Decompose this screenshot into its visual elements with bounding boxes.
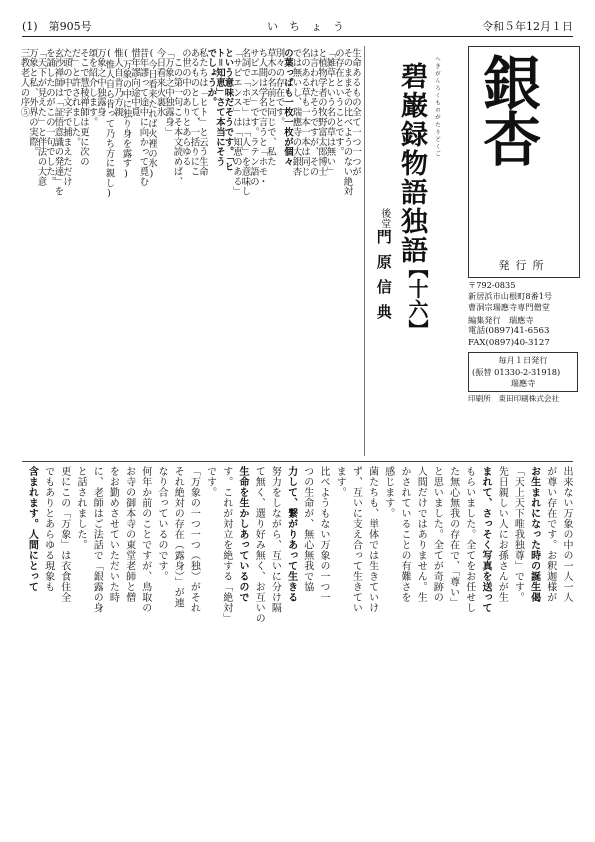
text-column: では無いし、瑞應寺の大銀杏 (290, 48, 302, 177)
publisher-info (468, 280, 578, 404)
text-column: 昔年謬って途中に向かって覓む (137, 48, 149, 187)
text-column: た頭の中で文字で捕まえただけ (61, 48, 72, 187)
section-rule (22, 461, 573, 462)
text-column: を誦したのがこの一句でした。 (44, 48, 55, 187)
author-name: 門原信典 (374, 229, 393, 329)
text-column: 惟人自肯乃方親 (112, 48, 123, 118)
text-column: の世の中のありとあらゆる (180, 48, 191, 167)
editor: 編集発行 瑞應寺 (468, 315, 534, 326)
text-column: ト＝知恵」さて本当にそう (214, 48, 225, 167)
text-column: 「万象の一つ一つ（独）がそれ (188, 466, 200, 613)
publication-box (468, 352, 578, 391)
text-column: 力して、繋がりあって生きる (285, 466, 297, 603)
fax: FAX(0897)40-3127 (468, 337, 550, 348)
text-column: 三教老人の序⑤ (18, 48, 30, 118)
text-column: の存在ということです。 (333, 48, 344, 157)
lower-text-block (22, 466, 573, 834)
text-column: と思いました。全てが奇跡の (431, 466, 443, 603)
text-column: という意味だそうです。「ヒ (222, 48, 234, 172)
text-column: 私たちは「ヒト」と云う生命 (197, 48, 208, 177)
page-header (22, 10, 573, 36)
text-column: ち人間は学名で言うと「ホモ・ (256, 48, 268, 187)
text-column: だ」と許されました。 (69, 48, 81, 147)
monthly-note: 毎月１日発行 (498, 355, 548, 366)
text-column: でしょうか。 (205, 48, 217, 108)
text-column: と話されました。 (74, 466, 86, 550)
text-column: 「天下が見えた」と伴法の大意 (35, 48, 47, 187)
text-column: かされていることの有難さを (398, 466, 410, 603)
text-column: 「サピエンス」は「知恵のある」 (231, 48, 242, 197)
text-column: 更にこの「万象」は衣食住全 (58, 466, 70, 603)
text-column: が尊い存在です。お釈迦様が (544, 466, 556, 603)
text-column: です。 (204, 466, 216, 498)
text-column: 惜年謬向途中覓 (129, 48, 140, 118)
text-column: をお勤めさせていただいた時 (107, 466, 119, 603)
text-column: そこで慧稜禅師は更に次の (78, 48, 89, 167)
text-column: (惟人自ら肯って乃ち方に親し) (103, 48, 115, 200)
text-column: 比べようもない万象の一つ一 (317, 466, 329, 603)
text-column: に、老師はご法話で「銀露の身 (91, 466, 103, 613)
text-column: の葉っぱも一枚一枚が個々 (282, 48, 293, 167)
address-line-1: 新居浜市山根町8番1号 (468, 291, 553, 302)
text-column: 「天上天下唯我独尊」です。 (512, 466, 524, 603)
text-column: 万象と私、外界の実際。 (27, 48, 38, 157)
header-rule (22, 36, 573, 37)
telephone: 電話(0897)41-6563 (468, 326, 550, 337)
author-block (372, 208, 396, 329)
postal-code: 〒792-0835 (468, 280, 516, 290)
text-column: サピエンス」です。ラテン語の (248, 48, 259, 187)
text-column: 感じます。 (382, 466, 394, 519)
paper-name: い ち ょ う (267, 20, 344, 33)
text-column: 「雑草という名の草は無い」 (324, 48, 336, 177)
text-column: お寺の御本寺の東堂老師と僧 (123, 466, 135, 603)
text-column: 先日親しい人にお孫さんが生 (496, 466, 508, 603)
text-column: (万象の中に独り身を露す) (120, 48, 132, 180)
text-column: でもありとあらゆる現象も (42, 466, 54, 592)
text-column: (今日看来たれば火裡の氷) (146, 48, 157, 180)
text-column: 頌を紹介します。 (86, 48, 98, 128)
text-column: なり合っているのです。 (155, 466, 167, 582)
article-number: 【十六】 (405, 258, 429, 340)
text-column: は言われたそうですが、その (307, 48, 319, 177)
text-column: 草木の名前と同じで、私た (265, 48, 276, 167)
text-column: 今日看来火裏氷 (154, 48, 166, 118)
text-column: まれて、さっそく写真を送って (479, 466, 491, 613)
issue-date: 令和５年12月１日 (482, 20, 573, 33)
text-column: 努力をしながら、互いに分け隔 (269, 466, 281, 613)
text-column: 菌たちも、単体では生きていけ (366, 466, 378, 613)
text-column: つの生命が、無心無我で協 (301, 466, 313, 592)
text-column: この第一句こそ本文読めば、 (171, 48, 183, 187)
masthead (468, 46, 580, 278)
author-label: 後堂 (378, 208, 390, 229)
text-column: 何年か前のことですが、鳥取の (139, 466, 151, 613)
text-column: 名詞で「ホモ」は「人」を意味し (239, 48, 251, 197)
text-column: ます。 (334, 466, 346, 498)
address-line-2: 曹洞宗瑞應寺専門僧堂 (468, 302, 550, 313)
text-column: 人間だけではありません。生 (415, 466, 427, 603)
text-column: と植物学者の牧野富太郎博士 (316, 48, 327, 177)
upper-text-block (18, 48, 362, 456)
text-column: 含まれます。人間にとって (26, 466, 38, 592)
text-column: そのままその比べようのない絶対 (341, 48, 353, 197)
text-column: 「万象之中独露身」 (163, 48, 174, 138)
article-title: 碧巌録物語独語 (396, 62, 427, 265)
issue-number: (1) 第905号 (22, 20, 92, 33)
text-column: 玄沙禅師は「証悟意識の発達」を (52, 48, 64, 197)
text-column: 出来ない万象の中の一人一人 (560, 466, 572, 603)
masthead-logo: 銀杏 (473, 53, 542, 165)
text-column: お生まれになった時の誕生偈 (528, 466, 540, 603)
publisher-label: 発行所 (498, 259, 550, 272)
text-column: す。これが対立を絶する「絶対」 (220, 466, 232, 624)
text-column: もらいました。全てをお任せし (463, 466, 475, 613)
text-column: 生命あるもの全て一つ一つが (350, 48, 361, 177)
text-column: ず、互いに支え合って生きてい (350, 466, 362, 613)
text-column: 生命を生かしあっているので (236, 466, 248, 603)
transfer-name: 瑞應寺 (510, 377, 536, 388)
upper-column-rule (364, 46, 365, 456)
transfer-account: (振替 01330-2-31918) (472, 366, 561, 377)
text-column: て無く、選り好み無く、お互いの (253, 466, 265, 624)
text-column: 別々の存在です。 (273, 48, 285, 128)
printer: 印刷所 東田印刷株式会社 (468, 393, 560, 403)
text-column: それ絶対の存在（露身）」が連 (172, 466, 184, 608)
text-column: 名のある草も一本一本は同じ (299, 48, 310, 177)
text-column: た無心無我の存在で、「尊い」 (447, 466, 459, 608)
article-title-ruby: へきがんろくものがたりどくご (433, 56, 440, 159)
text-column: 万象之中独露身 (95, 48, 106, 118)
text-column: あるものとして、一括りにこ (188, 48, 200, 177)
